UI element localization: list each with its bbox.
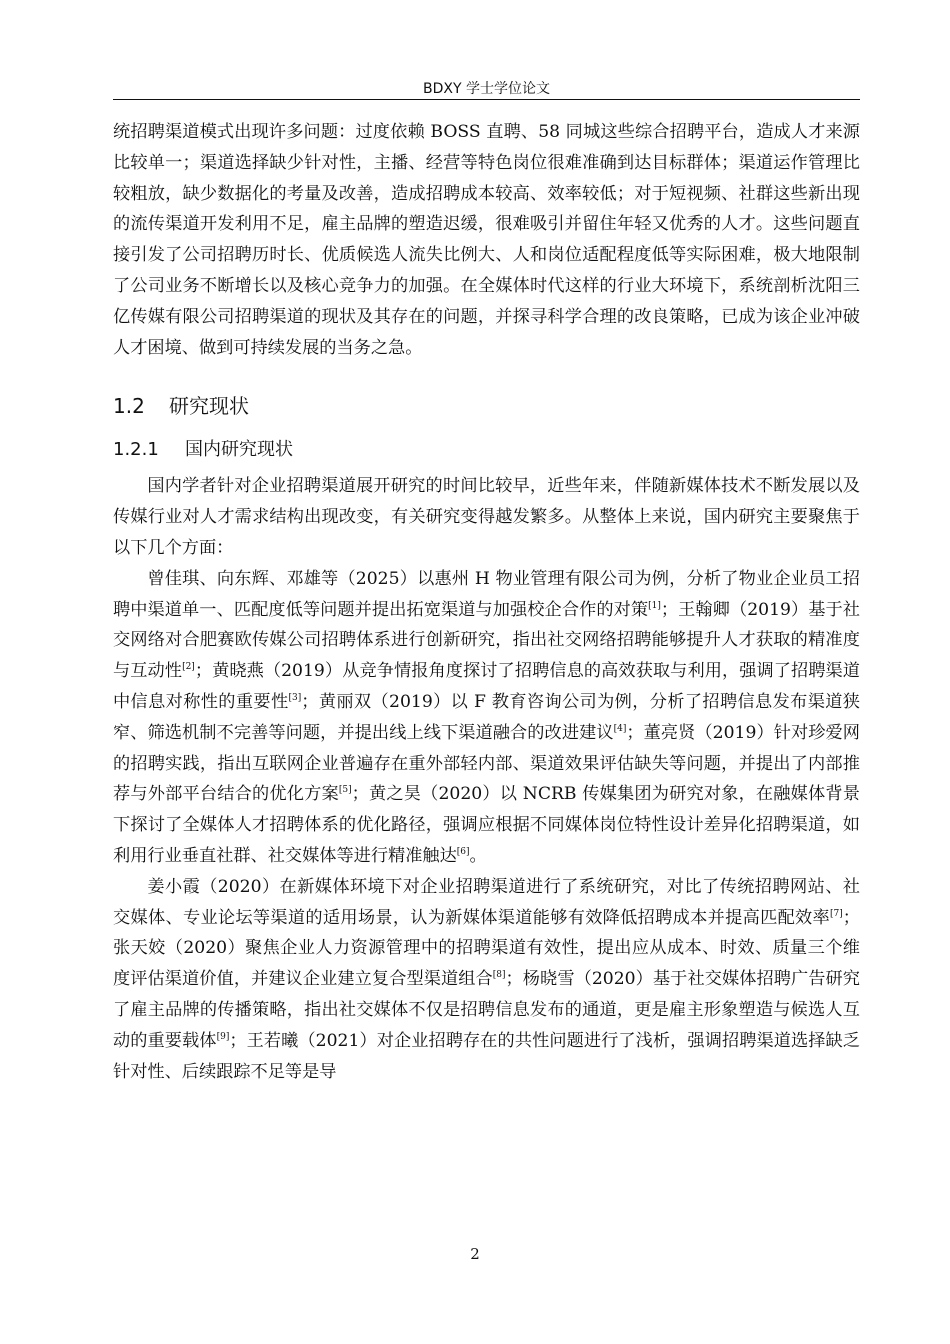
citation-ref: [5]	[338, 785, 352, 796]
text-span: 。	[469, 845, 487, 866]
citation-ref: [2]	[182, 662, 195, 673]
text-span: ；王翰卿（2019）基于社交网络对合肥赛欧传媒公司招聘体系进行创新研究，指出社交网络招聘能够提升人才获取的精准度与互动性	[113, 599, 860, 682]
citation-ref: [6]	[456, 846, 470, 857]
header-divider	[113, 99, 860, 100]
intro-paragraph: 统招聘渠道模式出现许多问题：过度依赖 BOSS 直聘、58 同城这些综合招聘平台，造成人才来源比较单一；渠道选择缺少针对性，主播、经营等特色岗位很难准确到达目标群体；渠道运作管理比较粗放，缺少数据化的考量及改善，造成招聘成本较高、效率较低；对于短视频、社群这些新出现的流传渠道开发利用不足，雇主品牌的塑造迟缓，很难吸引并留住年轻又优秀的人才。这些问题直接引发了公司招聘历时长、优质候选人流失比例大、人和岗位适配程度低等实际困难，极大地限制了公司业务不断增长以及核心竞争力的加强。在全媒体时代这样的行业大环境下，系统剖析沈阳三亿传媒有限公司招聘渠道的现状及其存在的问题，并探寻科学合理的改良策略，已成为该企业冲破人才困境、做到可持续发展的当务之急。	[113, 122, 860, 358]
citation-ref: [4]	[613, 723, 627, 734]
subsection-number: 1.2.1	[113, 439, 159, 461]
text-span: ；黄之昊（2020）以 NCRB 传媒集团为研究对象，在融媒体背景下探讨了全媒体人才招聘体系的优化路径，强调应根据不同媒体岗位特性设计差异化招聘渠道，如利用行业垂直社群、社交媒体等进行精准触达	[113, 784, 860, 866]
section-title: 研究现状	[169, 394, 249, 419]
text-span: ；黄丽双（2019）以 F 教育咨询公司为例，分析了招聘信息发布渠道狭窄、筛选机制不完善等问题，并提出线上线下渠道融合的改进建议	[113, 691, 860, 743]
citation-ref: [1]	[648, 600, 661, 611]
citation-ref: [3]	[288, 692, 302, 703]
text-span: ；董亮贤（2019）针对珍爱网的招聘实践，指出互联网企业普遍存在重外部轻内部、渠道效果评估缺失等问题，并提出了内部推荐与外部平台结合的优化方案	[113, 722, 860, 805]
text-span: 姜小霞（2020）在新媒体环境下对企业招聘渠道进行了系统研究，对比了传统招聘网站、社交媒体、专业论坛等渠道的适用场景，认为新媒体渠道能够有效降低招聘成本并提高匹配效率	[113, 876, 860, 928]
body-text	[113, 117, 860, 1087]
text-span: ；杨晓雪（2020）基于社交媒体招聘广告研究了雇主品牌的传播策略，指出社交媒体不仅是招聘信息发布的通道，更是雇主形象塑造与候选人互动的重要载体	[113, 969, 860, 1051]
citation-ref: [7]	[830, 908, 843, 919]
paragraph-literature-review-2	[113, 872, 860, 1088]
paragraph-literature-review-1	[113, 564, 860, 872]
text-span: ；张天姣（2020）聚焦企业人力资源管理中的招聘渠道有效性，提出应从成本、时效、质量三个维度评估渠道价值，并建议企业建立复合型渠道组合	[113, 907, 860, 990]
section-number: 1.2	[113, 394, 145, 419]
running-header: BDXY 学士学位论文	[423, 81, 550, 97]
text-span: ；王若曦（2021）对企业招聘存在的共性问题进行了浅析，强调招聘渠道选择缺乏针对性、后续跟踪不足等是导	[113, 1030, 860, 1082]
subsection-title: 国内研究现状	[185, 439, 293, 461]
subsection-heading	[113, 435, 860, 465]
page-number: 2	[470, 1245, 480, 1263]
section-heading	[113, 389, 860, 423]
paragraph-domestic-overview: 国内学者针对企业招聘渠道展开研究的时间比较早，近些年来，伴随新媒体技术不断发展以及传媒行业对人才需求结构出现改变，有关研究变得越发繁多。从整体上来说，国内研究主要聚焦于以下几个方面：	[113, 476, 860, 558]
citation-ref: [9]	[216, 1031, 230, 1042]
citation-ref: [8]	[492, 970, 506, 981]
text-span: ；黄晓燕（2019）从竞争情报角度探讨了招聘信息的高效获取与利用，强调了招聘渠道中信息对称性的重要性	[113, 661, 860, 712]
text-span: 曾佳琪、向东辉、邓雄等（2025）以惠州 H 物业管理有限公司为例，分析了物业企业员工招聘中渠道单一、匹配度低等问题并提出拓宽渠道与加强校企合作的对策	[113, 568, 860, 620]
